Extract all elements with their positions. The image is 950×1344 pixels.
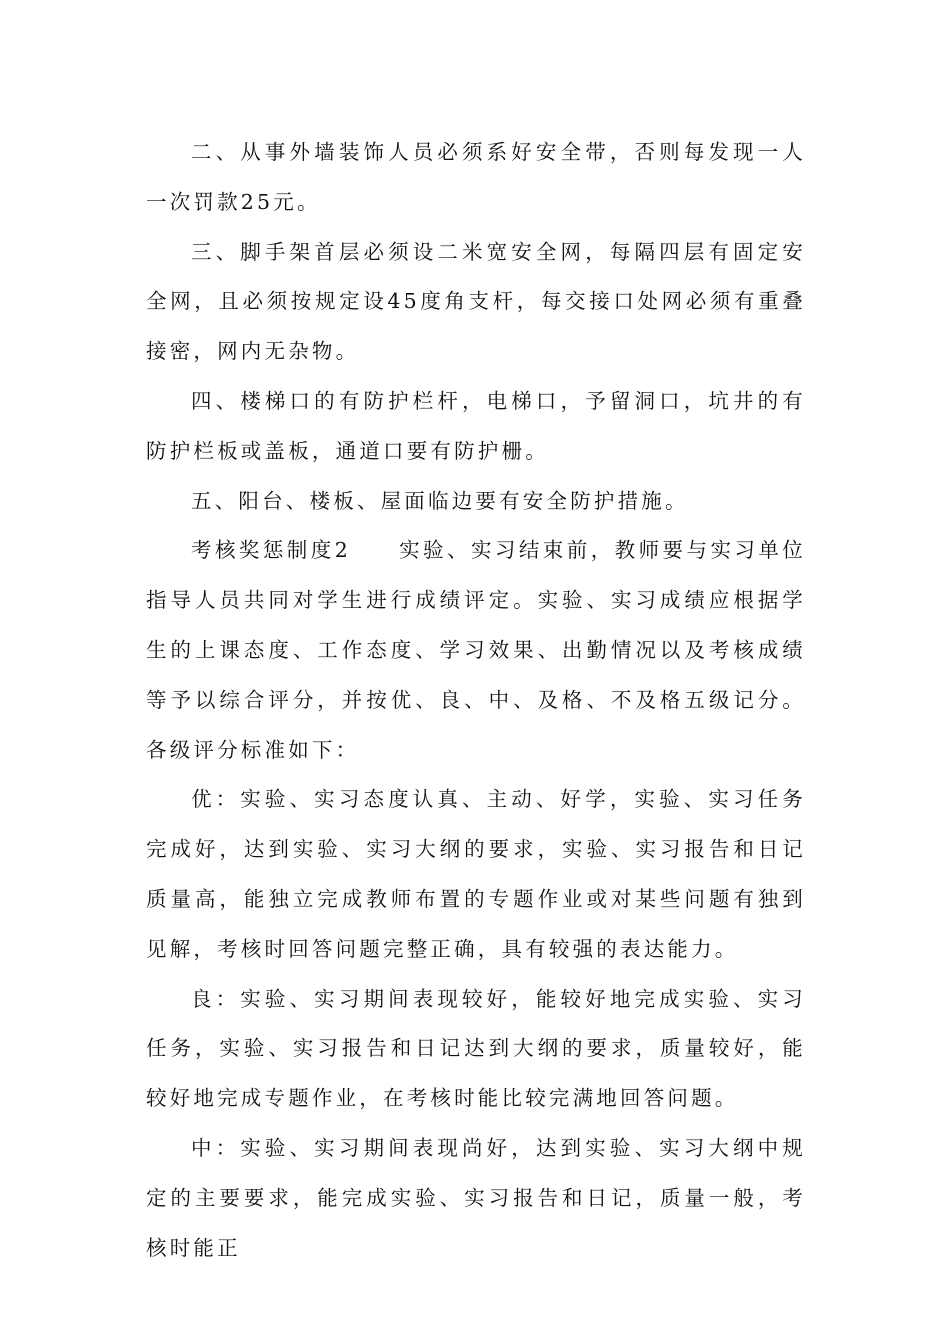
paragraph-grade-average: 中：实验、实习期间表现尚好，达到实验、实习大纲中规定的主要要求，能完成实验、实习报告和日记，质量一般，考核时能正 [146, 1135, 806, 1260]
paragraph-grade-excellent: 优：实验、实习态度认真、主动、好学，实验、实习任务完成好，达到实验、实习大纲的要求，实验、实习报告和日记质量高，能独立完成教师布置的专题作业或对某些问题有独到见解，考核时回答问题完整正确，具有较强的表达能力。 [146, 787, 806, 961]
paragraph-safety-belt: 二、从事外墙装饰人员必须系好安全带，否则每发现一人一次罚款25元。 [146, 140, 806, 214]
paragraph-stairwell-guard: 四、楼梯口的有防护栏杆，电梯口，予留洞口，坑井的有防护栏板或盖板，通道口要有防护栅。 [146, 388, 806, 463]
paragraph-assessment-rules: 考核奖惩制度2 实验、实习结束前，教师要与实习单位指导人员共同对学生进行成绩评定。实验、实习成绩应根据学生的上课态度、工作态度、学习效果、出勤情况以及考核成绩等予以综合评分，并按优、良、中、及格、不及格五级记分。各级评分标准如下： [146, 538, 806, 762]
paragraph-scaffold-net: 三、脚手架首层必须设二米宽安全网，每隔四层有固定安全网，且必须按规定设45度角支杆，每交接口处网必须有重叠接密，网内无杂物。 [146, 239, 806, 364]
document-body [146, 128, 806, 1273]
paragraph-grade-good: 良：实验、实习期间表现较好，能较好地完成实验、实习任务，实验、实习报告和日记达到大纲的要求，质量较好，能较好地完成专题作业，在考核时能比较完满地回答问题。 [146, 986, 806, 1111]
paragraph-balcony-edge: 五、阳台、楼板、屋面临边要有安全防护措施。 [191, 488, 689, 513]
